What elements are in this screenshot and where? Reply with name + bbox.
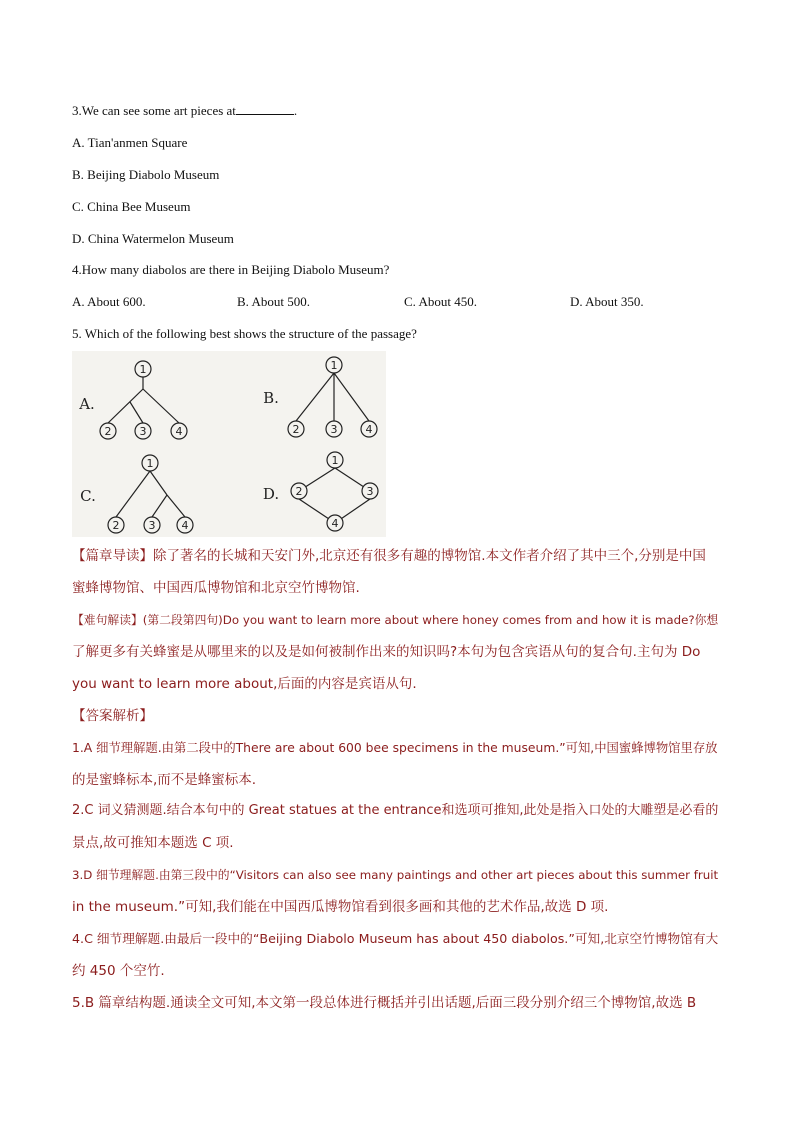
difficult-line-1 — [72, 612, 718, 628]
guide-tag: 【篇章导读】 — [72, 548, 153, 564]
question-4-stem: 4.How many diabolos are there in Beijing Diabolo Museum? — [72, 262, 390, 277]
difficult-line-3: you want to learn more about,后面的内容是宾语从句. — [72, 676, 417, 692]
answer-blank — [236, 103, 294, 115]
node-label: 3 — [366, 485, 374, 498]
answer-3-line-2: in the museum.”可知,我们能在中国西瓜博物馆看到很多画和其他的艺术作品,故选 D 项. — [72, 899, 609, 915]
question-3-option-c: C. China Bee Museum — [72, 199, 191, 214]
question-4-option-a: A. About 600. — [72, 294, 146, 309]
node-label: 4 — [331, 517, 339, 530]
structure-diagrams — [72, 351, 386, 537]
question-3-option-d: D. China Watermelon Museum — [72, 231, 234, 246]
answer-3-line-1: 3.D 细节理解题.由第三段中的“Visitors can also see many paintings and other art pieces about this summer fruit — [72, 868, 719, 882]
question-4-option-c: C. About 450. — [404, 294, 477, 309]
answer-2-line-2: 景点,故可推知本题选 C 项. — [72, 835, 234, 851]
question-4-option-d: D. About 350. — [570, 294, 644, 309]
structure-diagrams-figure — [72, 351, 386, 537]
question-3-option-a: A. Tian'anmen Square — [72, 135, 188, 150]
guide-text-1: 除了著名的长城和天安门外,北京还有很多有趣的博物馆.本文作者介绍了其中三个,分别是中国 — [153, 548, 706, 564]
diagram-c-label: C. — [80, 487, 96, 505]
node-label: 2 — [112, 519, 120, 532]
answer-2-line-1: 2.C 词义猜测题.结合本句中的 Great statues at the entrance和选项可推知,此处是指入口处的大雕塑是必看的 — [72, 803, 719, 818]
question-3-option-b: B. Beijing Diabolo Museum — [72, 167, 220, 182]
diagram-b-label: B. — [263, 389, 279, 407]
question-4-option-b: B. About 500. — [237, 294, 310, 309]
node-label: 1 — [331, 454, 339, 467]
diagram-a-label: A. — [79, 395, 95, 413]
answer-4-line-1: 4.C 细节理解题.由最后一段中的“Beijing Diabolo Museum has about 450 diabolos.”可知,北京空竹博物馆有大 — [72, 931, 719, 946]
node-label: 1 — [139, 363, 147, 376]
node-label: 4 — [175, 425, 183, 438]
question-3-text: 3.We can see some art pieces at — [72, 103, 236, 118]
node-label: 4 — [181, 519, 189, 532]
node-label: 3 — [139, 425, 147, 438]
node-label: 4 — [365, 423, 373, 436]
answer-5-line-1: 5.B 篇章结构题.通读全文可知,本文第一段总体进行概括并引出话题,后面三段分别介绍三个博物馆,故选 B — [72, 995, 697, 1011]
node-label: 1 — [330, 359, 338, 372]
difficult-line-2: 了解更多有关蜂蜜是从哪里来的以及是如何被制作出来的知识吗?本句为包含宾语从句的复合句.主句为 Do — [72, 644, 701, 660]
question-4-options — [72, 294, 722, 310]
node-label: 3 — [148, 519, 156, 532]
question-3-stem — [72, 103, 297, 119]
answer-4-line-2: 约 450 个空竹. — [72, 963, 165, 979]
diagram-d-label: D. — [262, 485, 280, 503]
question-5-stem: 5. Which of the following best shows the structure of the passage? — [72, 326, 417, 341]
guide-line-2: 蜜蜂博物馆、中国西瓜博物馆和北京空竹博物馆. — [72, 580, 360, 596]
difficult-text-1: (第二段第四句)Do you want to learn more about where honey comes from and how it is made?你想 — [142, 613, 719, 627]
node-label: 3 — [330, 423, 338, 436]
difficult-tag: 【难句解读】 — [72, 613, 143, 627]
answer-1-line-1: 1.A 细节理解题.由第二段中的There are about 600 bee specimens in the museum.”可知,中国蜜蜂博物馆里存放 — [72, 741, 718, 755]
answers-tag: 【答案解析】 — [72, 708, 153, 724]
node-label: 1 — [146, 457, 154, 470]
node-label: 2 — [295, 485, 303, 498]
node-label: 2 — [292, 423, 300, 436]
question-3-period: . — [293, 103, 298, 118]
answer-1-line-2: 的是蜜蜂标本,而不是蜂蜜标本. — [72, 772, 257, 788]
guide-line-1 — [72, 548, 706, 564]
node-label: 2 — [104, 425, 112, 438]
